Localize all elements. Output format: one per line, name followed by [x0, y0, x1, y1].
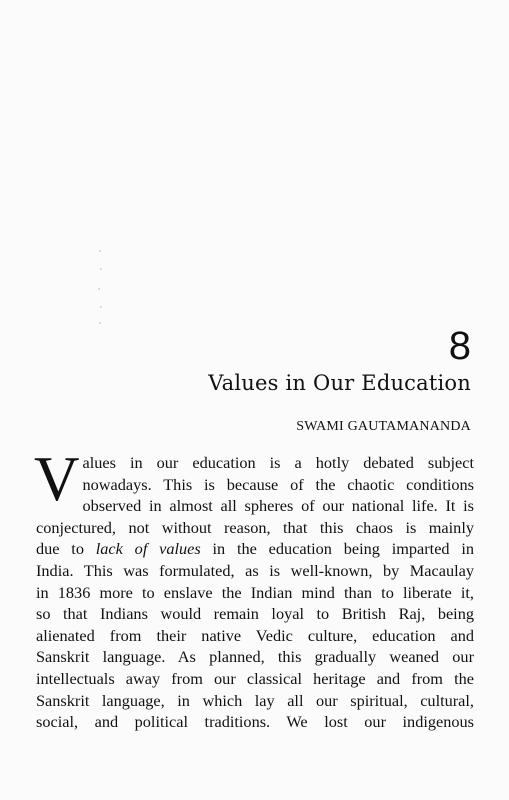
print-speck: [99, 322, 101, 324]
body-line: [36, 538, 474, 560]
body-line: Sanskrit language, in which lay all our spiritual, cultural,: [36, 690, 474, 710]
body-line: observed in almost all spheres of our national life. It is: [82, 496, 474, 516]
print-speck: [98, 288, 100, 290]
body-line: alienated from their native Vedic culture, education and: [36, 625, 474, 645]
body-line: intellectuals away from our classical heritage and from the: [36, 668, 474, 688]
print-speck: [100, 306, 102, 308]
body-line: nowadays. This is because of the chaotic conditions: [82, 474, 474, 494]
body-text-run: due to: [36, 539, 96, 559]
emphasis-text: lack of values: [95, 539, 201, 559]
body-line: alues in our education is a hotly debated subject: [82, 453, 474, 472]
chapter-number: 8: [448, 324, 471, 368]
body-line: social, and political traditions. We lost our indigenous: [36, 712, 474, 732]
body-line: conjectured, not without reason, that this chaos is mainly: [36, 517, 474, 537]
body-line: so that Indians would remain loyal to British Raj, being: [36, 604, 474, 624]
print-speck: [100, 268, 102, 270]
chapter-author: SWAMI GAUTAMANANDA: [296, 419, 471, 434]
drop-cap: V: [34, 444, 80, 514]
body-line: India. This was formulated, as is well-known, by Macaulay: [36, 560, 474, 580]
body-line: Sanskrit language. As planned, this gradually weaned our: [36, 647, 474, 667]
print-speck: [99, 250, 101, 252]
chapter-body: [34, 444, 475, 733]
body-text-run: in the education being imparted in: [200, 539, 475, 559]
chapter-title: Values in Our Education: [208, 371, 471, 395]
body-line: in 1836 more to enslave the Indian mind than to liberate it,: [36, 582, 474, 602]
